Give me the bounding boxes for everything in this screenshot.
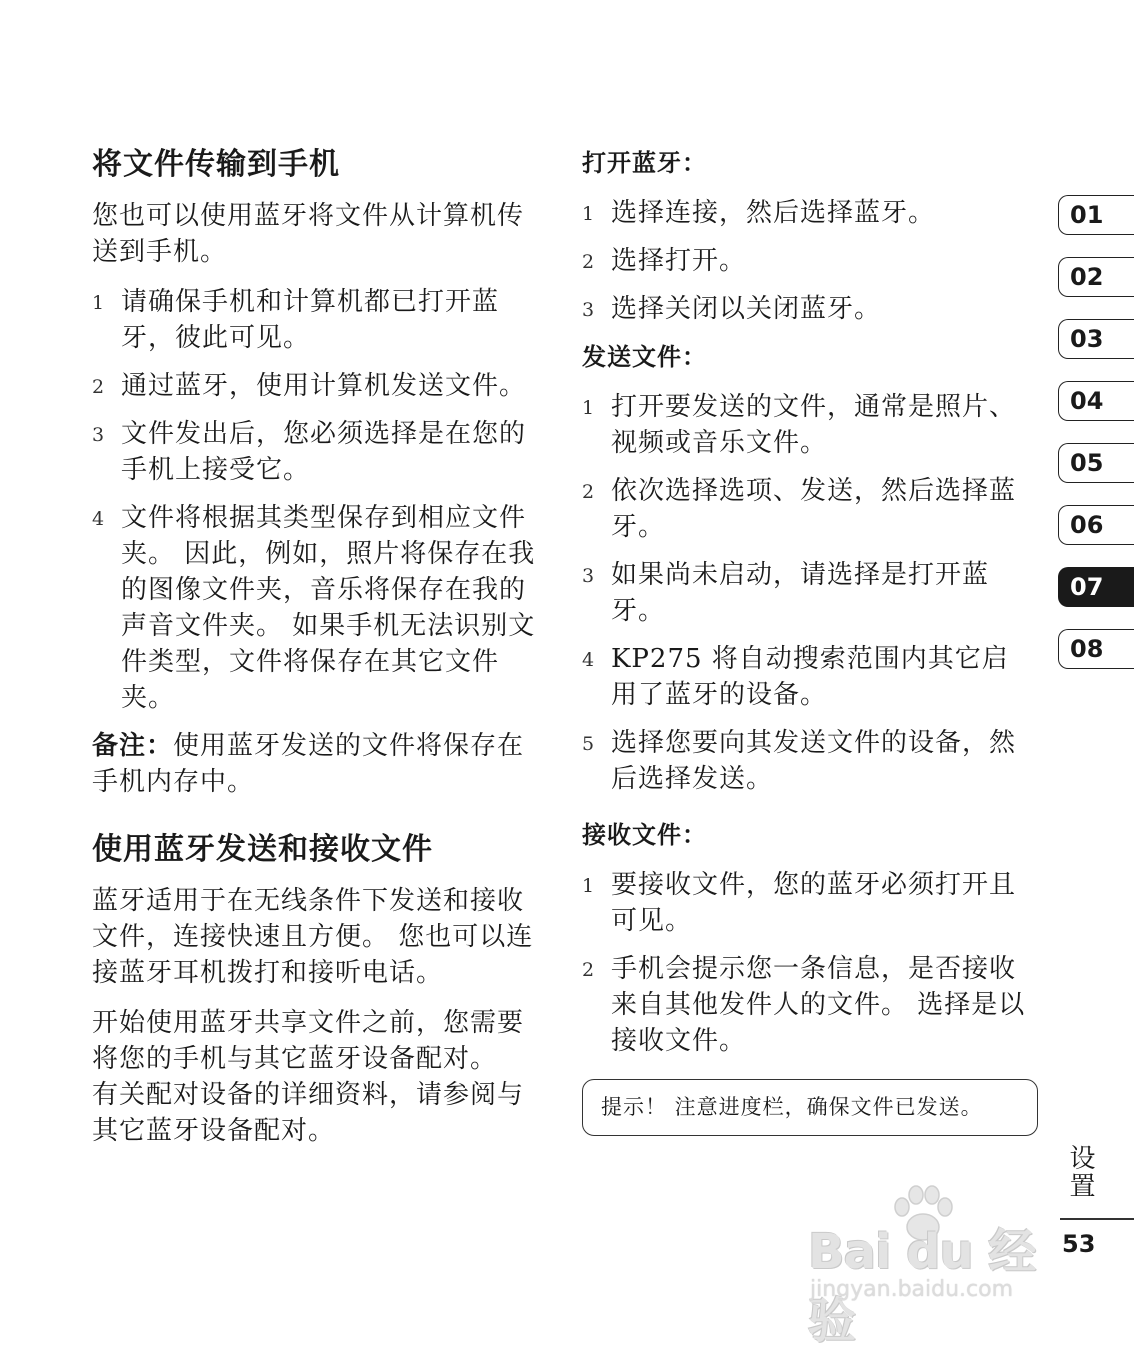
list-item [92,416,542,488]
open-bluetooth-steps [582,195,1032,327]
tab-chapter-06[interactable]: 06 [1058,505,1134,545]
step-text: 如果尚未启动，请选择是打开蓝牙。 [611,560,990,626]
step-number: 1 [582,203,596,225]
section-label: 设置 [1065,1144,1095,1200]
send-file-steps [582,389,1032,797]
page-divider [1060,1218,1134,1220]
list-item [92,284,542,356]
tab-chapter-08[interactable]: 08 [1058,629,1134,669]
note-label: 备注： [92,731,174,761]
right-column [582,145,1032,1136]
pairing-paragraph [92,1005,542,1149]
step-text: 要接收文件，您的蓝牙必须打开且可见。 [611,870,1017,936]
step-text: 请确保手机和计算机都已打开蓝牙，彼此可见。 [121,287,500,353]
step-number: 3 [92,424,106,446]
step-number: 2 [582,959,596,981]
step-number: 2 [582,251,596,273]
list-item [582,291,1032,327]
step-text: 选择关闭以关闭蓝牙。 [611,294,882,324]
list-item [582,243,1032,279]
step-text: 手机会提示您一条信息，是否接收来自其他发件人的文件。 选择是以接收文件。 [611,954,1026,1056]
note-text: 使用蓝牙发送的文件将保存在手机内存中。 [92,731,525,797]
left-column [92,145,542,1163]
list-item [582,641,1032,713]
tab-chapter-03[interactable]: 03 [1058,319,1134,359]
tip-box: 提示！ 注意进度栏，确保文件已发送。 [582,1079,1038,1136]
heading-receive-file: 接收文件： [582,821,707,849]
step-text: 选择您要向其发送文件的设备，然后选择发送。 [611,728,1017,794]
list-item [582,195,1032,231]
transfer-steps-list [92,284,542,716]
heading-open-bluetooth: 打开蓝牙： [582,149,707,177]
step-text: 选择打开。 [611,246,747,276]
bluetooth-intro-paragraph: 蓝牙适用于在无线条件下发送和接收文件，连接快速且方便。 您也可以连接蓝牙耳机拨打和接听电话。 [92,886,534,988]
tab-chapter-01[interactable]: 01 [1058,195,1134,235]
step-text: 通过蓝牙，使用计算机发送文件。 [121,371,527,401]
step-number: 3 [582,565,596,587]
list-item [582,389,1032,461]
watermark-brand: Bai du 经验 [808,1224,1036,1349]
list-item [582,473,1032,545]
step-number: 1 [92,292,106,314]
step-number: 5 [582,733,596,755]
list-item [582,951,1032,1059]
watermark-url: jingyan.baidu.com [810,1277,1014,1302]
step-text: 文件将根据其类型保存到相应文件夹。 因此，例如，照片将保存在我的图像文件夹，音乐将保存在我的声音文件夹。 如果手机无法识别文件类型，文件将保存在其它文件夹。 [121,503,536,713]
tab-chapter-02[interactable]: 02 [1058,257,1134,297]
watermark [808,1185,1068,1349]
heading-transfer-to-phone: 将文件传输到手机 [92,147,340,182]
step-number: 3 [582,299,596,321]
list-item [92,368,542,404]
step-text: 依次选择选项、发送，然后选择蓝牙。 [611,476,1017,542]
heading-bluetooth-send-receive: 使用蓝牙发送和接收文件 [92,832,433,867]
step-number: 2 [582,481,596,503]
step-number: 4 [582,649,596,671]
tab-chapter-05[interactable]: 05 [1058,443,1134,483]
chapter-tabs [1058,195,1134,691]
tab-chapter-04[interactable]: 04 [1058,381,1134,421]
list-item [582,557,1032,629]
note-paragraph [92,728,542,800]
heading-send-file: 发送文件： [582,343,707,371]
list-item [92,500,542,716]
step-number: 4 [92,508,106,530]
pairing-text: 开始使用蓝牙共享文件之前，您需要将您的手机与其它蓝牙设备配对。 [92,1008,525,1074]
page-number: 53 [1062,1230,1096,1258]
step-text: 打开要发送的文件，通常是照片、视频或音乐文件。 [611,392,1017,458]
list-item [582,867,1032,939]
intro-paragraph: 您也可以使用蓝牙将文件从计算机传送到手机。 [92,201,525,267]
step-number: 1 [582,397,596,419]
pairing-reference-text: 有关配对设备的详细资料，请参阅与其它蓝牙设备配对。 [92,1080,525,1146]
list-item [582,725,1032,797]
step-text: KP275 将自动搜索范围内其它启用了蓝牙的设备。 [611,644,1009,710]
tab-chapter-07-active[interactable]: 07 [1058,567,1134,607]
step-text: 选择连接，然后选择蓝牙。 [611,198,936,228]
step-number: 2 [92,376,106,398]
receive-file-steps [582,867,1032,1059]
step-text: 文件发出后，您必须选择是在您的手机上接受它。 [121,419,527,485]
step-number: 1 [582,875,596,897]
